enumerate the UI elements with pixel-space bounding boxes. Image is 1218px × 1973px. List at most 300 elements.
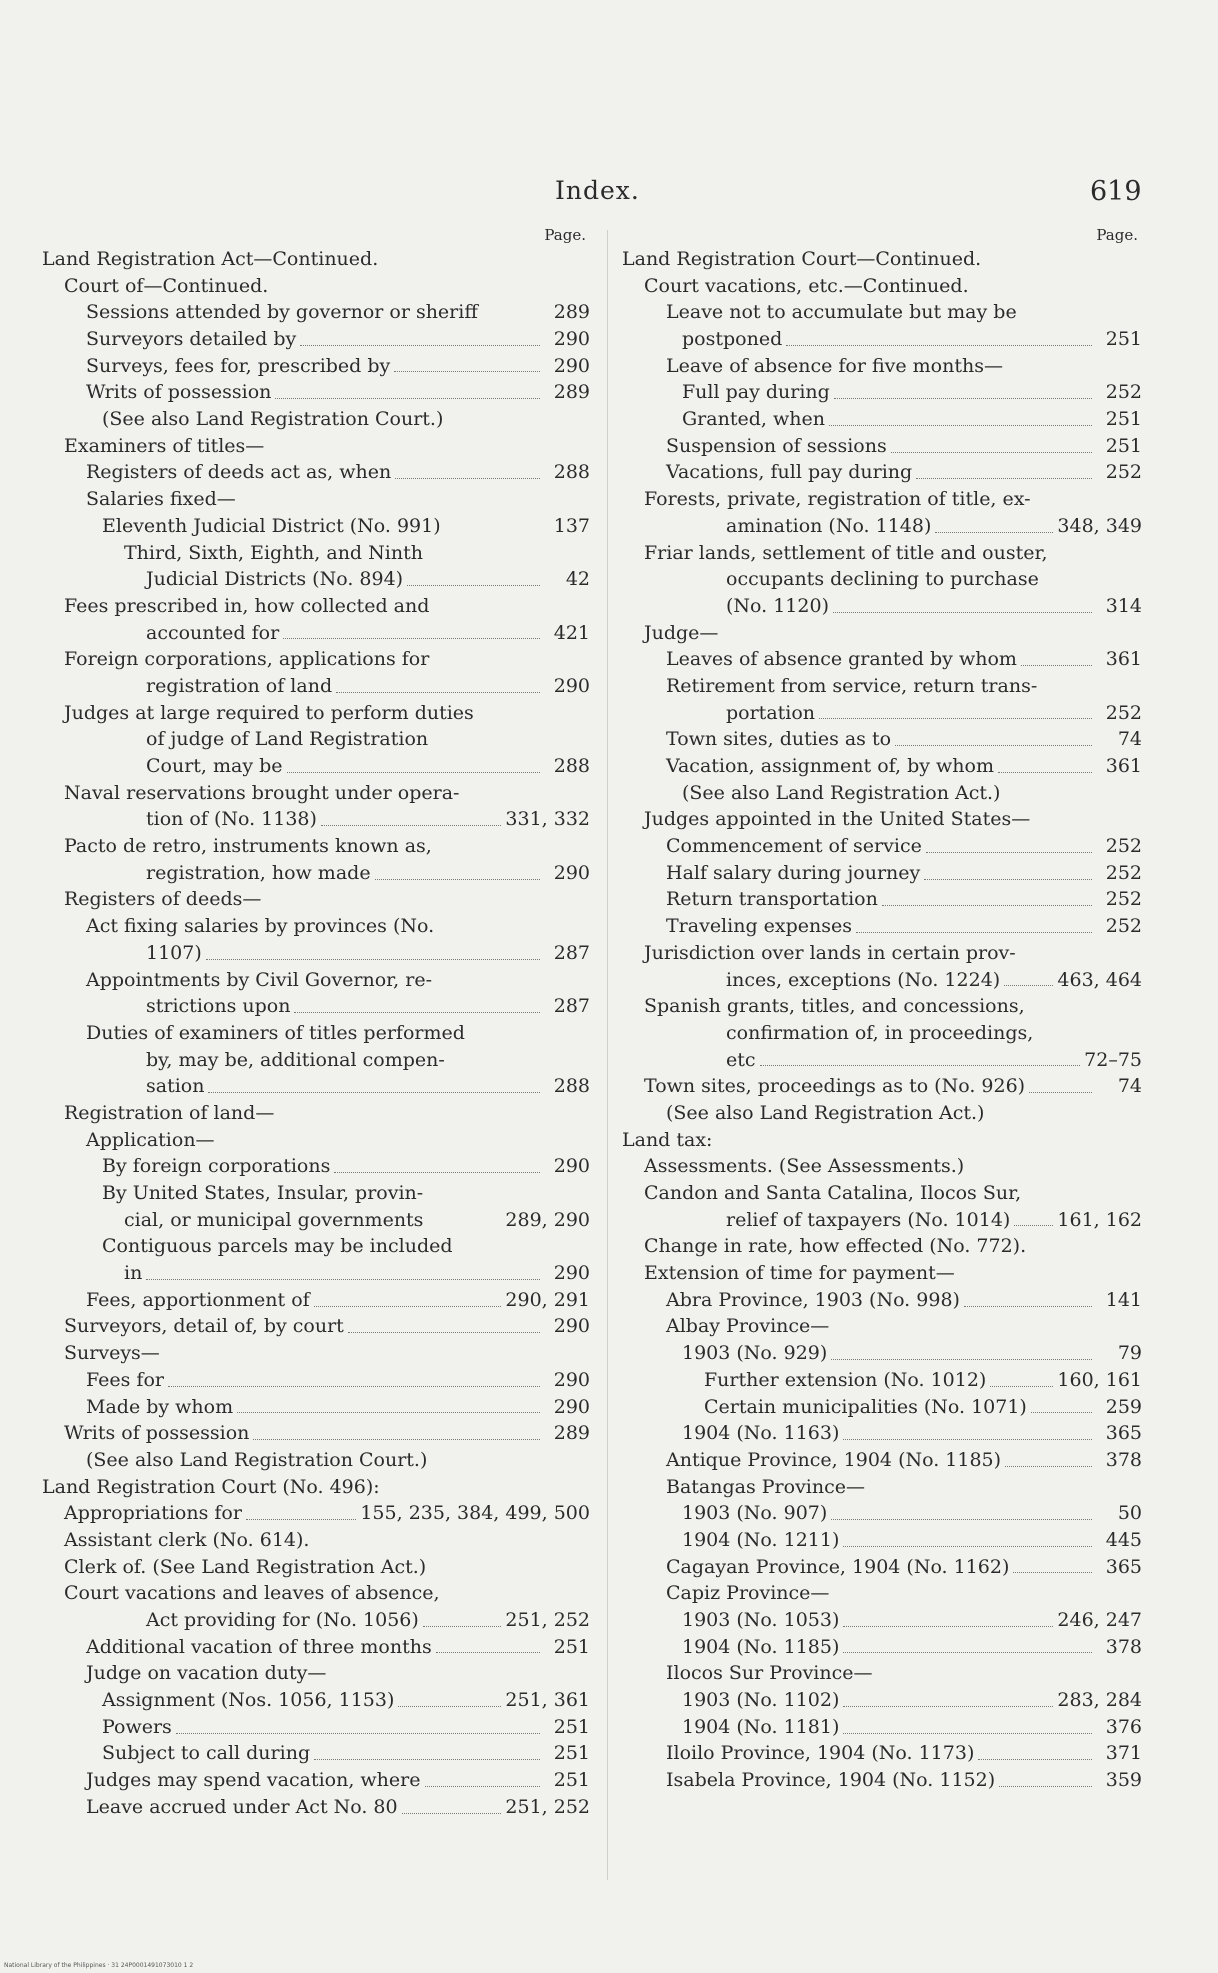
entry-text: Antique Province, 1904 (No. 1185) bbox=[666, 1448, 1002, 1471]
entry-text: Town sites, proceedings as to (No. 926) bbox=[644, 1075, 1026, 1098]
dot-leader bbox=[294, 1012, 540, 1013]
index-entry bbox=[622, 673, 1142, 700]
dot-leader bbox=[407, 585, 540, 586]
entry-text: Batangas Province— bbox=[666, 1475, 866, 1498]
entry-text: Candon and Santa Catalina, Ilocos Sur, bbox=[644, 1182, 1022, 1205]
dot-leader bbox=[237, 1412, 540, 1413]
entry-text: Capiz Province— bbox=[666, 1582, 830, 1605]
index-entry bbox=[622, 1634, 1142, 1661]
index-entry bbox=[42, 780, 590, 807]
index-entry bbox=[42, 1634, 590, 1661]
entry-page-number: 287 bbox=[553, 995, 590, 1018]
dot-leader bbox=[843, 1733, 1092, 1734]
index-entry bbox=[42, 993, 590, 1020]
index-entry bbox=[622, 1580, 1142, 1607]
dot-leader bbox=[895, 745, 1092, 746]
entry-text: relief of taxpayers (No. 1014) bbox=[726, 1208, 1011, 1231]
entry-page-number: 251, 252 bbox=[505, 1795, 590, 1818]
entry-text: Town sites, duties as to bbox=[666, 728, 892, 751]
entry-text: (See also Land Registration Court.) bbox=[102, 408, 444, 431]
index-entry bbox=[42, 1207, 590, 1234]
entry-page-number: 259 bbox=[1105, 1395, 1142, 1418]
dot-leader bbox=[208, 1092, 540, 1093]
index-entry bbox=[622, 1660, 1142, 1687]
index-entry bbox=[622, 326, 1142, 353]
entry-page-number: 42 bbox=[565, 568, 590, 591]
index-entry bbox=[622, 1714, 1142, 1741]
entry-text: Foreign corporations, applications for bbox=[64, 648, 430, 671]
entry-text: Return transportation bbox=[666, 888, 878, 911]
index-entry bbox=[622, 1153, 1142, 1180]
index-entry bbox=[42, 1153, 590, 1180]
entry-page-number: 251, 252 bbox=[505, 1609, 590, 1632]
entry-text: in bbox=[124, 1262, 143, 1285]
entry-page-number: 74 bbox=[1117, 1075, 1142, 1098]
right-column bbox=[622, 226, 1142, 1792]
index-entry bbox=[42, 967, 590, 994]
index-entry bbox=[622, 1180, 1142, 1207]
index-entry bbox=[622, 993, 1142, 1020]
index-entry bbox=[42, 1554, 590, 1581]
index-entry bbox=[622, 753, 1142, 780]
index-entry bbox=[622, 1207, 1142, 1234]
entry-text: Powers bbox=[102, 1715, 172, 1738]
index-entry bbox=[622, 566, 1142, 593]
header-page-number: 619 bbox=[1090, 176, 1142, 207]
dot-leader bbox=[336, 692, 540, 693]
index-entry bbox=[42, 1020, 590, 1047]
dot-leader bbox=[1013, 1572, 1092, 1573]
entry-text: Commencement of service bbox=[666, 835, 922, 858]
dot-leader bbox=[402, 1813, 502, 1814]
entry-text: Surveyors detailed by bbox=[86, 328, 297, 351]
entry-text: Land Registration Act—Continued. bbox=[42, 247, 379, 270]
index-entry bbox=[42, 753, 590, 780]
entry-page-number: 252 bbox=[1105, 701, 1142, 724]
index-entry bbox=[42, 887, 590, 914]
dot-leader bbox=[834, 398, 1092, 399]
entry-text: Half salary during journey bbox=[666, 861, 921, 884]
entry-page-number: 289, 290 bbox=[505, 1208, 590, 1231]
entry-text: Court vacations, etc.—Continued. bbox=[644, 274, 969, 297]
index-entry bbox=[42, 1233, 590, 1260]
index-entry bbox=[622, 1767, 1142, 1794]
entry-text: By foreign corporations bbox=[102, 1155, 331, 1178]
dot-leader bbox=[423, 1626, 502, 1627]
entry-page-number: 359 bbox=[1105, 1769, 1142, 1792]
dot-leader bbox=[1021, 665, 1092, 666]
index-entry bbox=[42, 726, 590, 753]
index-entry bbox=[622, 1047, 1142, 1074]
entry-text: Court, may be bbox=[146, 755, 283, 778]
entry-text: 1903 (No. 929) bbox=[682, 1342, 828, 1365]
entry-page-number: 290, 291 bbox=[505, 1288, 590, 1311]
dot-leader bbox=[843, 1439, 1092, 1440]
index-entry bbox=[622, 726, 1142, 753]
entry-text: Act providing for (No. 1056) bbox=[146, 1609, 419, 1632]
dot-leader bbox=[300, 345, 540, 346]
index-entry bbox=[42, 1527, 590, 1554]
entry-page-number: 290 bbox=[553, 328, 590, 351]
entry-page-number: 251 bbox=[1105, 408, 1142, 431]
entry-text: Additional vacation of three months bbox=[86, 1635, 432, 1658]
entry-page-number: 361 bbox=[1105, 648, 1142, 671]
index-entries bbox=[622, 246, 1142, 1794]
dot-leader bbox=[760, 1065, 1081, 1066]
entry-text: Surveys— bbox=[64, 1342, 160, 1365]
entry-text: 1107) bbox=[146, 941, 202, 964]
entry-text: confirmation of, in proceedings, bbox=[726, 1021, 1034, 1044]
entry-text: Court vacations and leaves of absence, bbox=[64, 1582, 440, 1605]
index-entry bbox=[622, 406, 1142, 433]
entry-text: Made by whom bbox=[86, 1395, 234, 1418]
entry-text: 1904 (No. 1211) bbox=[682, 1528, 840, 1551]
index-entry bbox=[622, 1020, 1142, 1047]
header-title: Index. bbox=[555, 176, 640, 205]
index-entry bbox=[42, 1447, 590, 1474]
entry-text: (See also Land Registration Act.) bbox=[682, 781, 1001, 804]
entry-text: 1903 (No. 1053) bbox=[682, 1609, 840, 1632]
entry-text: Vacations, full pay during bbox=[666, 461, 913, 484]
entry-page-number: 378 bbox=[1105, 1448, 1142, 1471]
index-entry bbox=[622, 780, 1142, 807]
entry-text: Surveys, fees for, prescribed by bbox=[86, 354, 391, 377]
entry-text: postponed bbox=[682, 328, 783, 351]
dot-leader bbox=[314, 1759, 540, 1760]
dot-leader bbox=[843, 1626, 1053, 1627]
entry-text: Leave not to accumulate but may be bbox=[666, 301, 1017, 324]
index-entry bbox=[42, 940, 590, 967]
index-entry bbox=[622, 1500, 1142, 1527]
entry-page-number: 251 bbox=[553, 1742, 590, 1765]
entry-page-number: 371 bbox=[1105, 1742, 1142, 1765]
index-entry bbox=[622, 593, 1142, 620]
entry-text: inces, exceptions (No. 1224) bbox=[726, 968, 1001, 991]
dot-leader bbox=[843, 1706, 1053, 1707]
entry-text: cial, or municipal governments bbox=[124, 1208, 424, 1231]
index-entry bbox=[622, 273, 1142, 300]
index-entry bbox=[42, 1260, 590, 1287]
entry-text: etc bbox=[726, 1048, 756, 1071]
dot-leader bbox=[394, 371, 540, 372]
dot-leader bbox=[206, 959, 540, 960]
entry-page-number: 290 bbox=[553, 861, 590, 884]
entry-text: Judicial Districts (No. 894) bbox=[146, 568, 404, 591]
index-entry bbox=[622, 1314, 1142, 1341]
entry-text: Clerk of. (See Land Registration Act.) bbox=[64, 1555, 427, 1578]
index-entry bbox=[42, 246, 590, 273]
entry-text: Abra Province, 1903 (No. 998) bbox=[666, 1288, 960, 1311]
entry-page-number: 331, 332 bbox=[505, 808, 590, 831]
entry-text: Sessions attended by governor or sheriff bbox=[86, 301, 478, 324]
index-entry bbox=[42, 1714, 590, 1741]
page-column-label: Page. bbox=[544, 226, 586, 244]
dot-leader bbox=[283, 638, 540, 639]
entry-text: occupants declining to purchase bbox=[726, 568, 1039, 591]
index-entry bbox=[622, 1687, 1142, 1714]
dot-leader bbox=[275, 398, 540, 399]
entry-text: Judges appointed in the United States— bbox=[644, 808, 1031, 831]
entry-text: tion of (No. 1138) bbox=[146, 808, 317, 831]
index-entry bbox=[622, 1100, 1142, 1127]
entry-text: Assessments. (See Assessments.) bbox=[644, 1155, 965, 1178]
dot-leader bbox=[843, 1652, 1092, 1653]
entry-text: Registers of deeds— bbox=[64, 888, 262, 911]
entry-text: Judges may spend vacation, where bbox=[86, 1769, 421, 1792]
entry-text: Writs of possession bbox=[86, 381, 272, 404]
entry-text: registration of land bbox=[146, 674, 333, 697]
entry-text: Leave accrued under Act No. 80 bbox=[86, 1795, 398, 1818]
index-entry bbox=[622, 540, 1142, 567]
index-entry bbox=[42, 460, 590, 487]
index-entry bbox=[42, 1607, 590, 1634]
dot-leader bbox=[916, 478, 1092, 479]
index-entry bbox=[42, 1687, 590, 1714]
dot-leader bbox=[146, 1279, 540, 1280]
entry-text: Land Registration Court (No. 496): bbox=[42, 1475, 380, 1498]
entry-text: 1904 (No. 1163) bbox=[682, 1422, 840, 1445]
index-entry bbox=[42, 433, 590, 460]
entry-page-number: 252 bbox=[1105, 861, 1142, 884]
entry-text: Third, Sixth, Eighth, and Ninth bbox=[124, 541, 423, 564]
index-entry bbox=[42, 273, 590, 300]
dot-leader bbox=[829, 425, 1092, 426]
entry-text: Extension of time for payment— bbox=[644, 1262, 955, 1285]
index-entry bbox=[42, 513, 590, 540]
index-entry bbox=[42, 1180, 590, 1207]
entry-text: 1904 (No. 1185) bbox=[682, 1635, 840, 1658]
entry-text: Naval reservations brought under opera- bbox=[64, 781, 460, 804]
index-entry bbox=[622, 860, 1142, 887]
index-entry bbox=[42, 1474, 590, 1501]
entry-text: Isabela Province, 1904 (No. 1152) bbox=[666, 1769, 996, 1792]
dot-leader bbox=[334, 1172, 540, 1173]
entry-text: Judges at large required to perform duties bbox=[64, 701, 474, 724]
entry-text: Judge— bbox=[644, 621, 719, 644]
index-entry bbox=[622, 1447, 1142, 1474]
dot-leader bbox=[1031, 1412, 1092, 1413]
dot-leader bbox=[321, 825, 501, 826]
index-entry bbox=[42, 1794, 590, 1821]
entry-text: Full pay during bbox=[682, 381, 830, 404]
index-entry bbox=[622, 620, 1142, 647]
dot-leader bbox=[843, 1546, 1092, 1547]
entry-text: Granted, when bbox=[682, 408, 825, 431]
dot-leader bbox=[1004, 985, 1053, 986]
index-entry bbox=[42, 1741, 590, 1768]
entry-text: Jurisdiction over lands in certain prov- bbox=[644, 941, 1016, 964]
index-entry bbox=[622, 1073, 1142, 1100]
entry-text: accounted for bbox=[146, 621, 280, 644]
dot-leader bbox=[926, 852, 1092, 853]
entry-page-number: 288 bbox=[553, 755, 590, 778]
entry-page-number: 314 bbox=[1105, 594, 1142, 617]
entry-text: Land Registration Court—Continued. bbox=[622, 247, 982, 270]
entry-page-number: 252 bbox=[1105, 835, 1142, 858]
entry-page-number: 252 bbox=[1105, 888, 1142, 911]
index-entry bbox=[622, 806, 1142, 833]
index-entry bbox=[42, 700, 590, 727]
entry-page-number: 463, 464 bbox=[1057, 968, 1142, 991]
entry-text: of judge of Land Registration bbox=[146, 728, 429, 751]
entry-page-number: 376 bbox=[1105, 1715, 1142, 1738]
entry-page-number: 445 bbox=[1105, 1528, 1142, 1551]
dot-leader bbox=[253, 1439, 540, 1440]
entry-text: Certain municipalities (No. 1071) bbox=[704, 1395, 1027, 1418]
dot-leader bbox=[398, 1706, 501, 1707]
index-entry bbox=[622, 1233, 1142, 1260]
index-entry bbox=[42, 1073, 590, 1100]
entry-text: 1904 (No. 1181) bbox=[682, 1715, 840, 1738]
dot-leader bbox=[856, 932, 1092, 933]
page-header bbox=[0, 176, 1218, 216]
entry-text: sation bbox=[146, 1075, 205, 1098]
entry-page-number: 288 bbox=[553, 1075, 590, 1098]
index-entry bbox=[42, 1047, 590, 1074]
index-entry bbox=[42, 1100, 590, 1127]
entry-text: Retirement from service, return trans- bbox=[666, 674, 1038, 697]
entry-text: Assistant clerk (No. 614). bbox=[64, 1528, 310, 1551]
entry-text: (No. 1120) bbox=[726, 594, 829, 617]
index-entry bbox=[42, 833, 590, 860]
entry-page-number: 290 bbox=[553, 1315, 590, 1338]
entry-text: Suspension of sessions bbox=[666, 434, 887, 457]
entry-page-number: 252 bbox=[1105, 461, 1142, 484]
index-entry bbox=[42, 860, 590, 887]
dot-leader bbox=[436, 1652, 540, 1653]
entry-text: Duties of examiners of titles performed bbox=[86, 1021, 465, 1044]
entry-page-number: 161, 162 bbox=[1057, 1208, 1142, 1231]
entry-text: Fees prescribed in, how collected and bbox=[64, 594, 430, 617]
index-entry bbox=[42, 620, 590, 647]
index-entry bbox=[622, 887, 1142, 914]
entry-text: Cagayan Province, 1904 (No. 1162) bbox=[666, 1555, 1010, 1578]
dot-leader bbox=[348, 1332, 540, 1333]
entry-page-number: 251 bbox=[1105, 328, 1142, 351]
entry-text: portation bbox=[726, 701, 816, 724]
dot-leader bbox=[168, 1386, 540, 1387]
index-entry bbox=[622, 1260, 1142, 1287]
entry-page-number: 421 bbox=[553, 621, 590, 644]
entry-text: Albay Province— bbox=[666, 1315, 830, 1338]
entry-text: strictions upon bbox=[146, 995, 291, 1018]
entry-page-number: 361 bbox=[1105, 755, 1142, 778]
index-entry bbox=[622, 513, 1142, 540]
entry-page-number: 287 bbox=[553, 941, 590, 964]
index-entry bbox=[622, 433, 1142, 460]
entry-text: Writs of possession bbox=[64, 1422, 250, 1445]
entry-text: Court of—Continued. bbox=[64, 274, 269, 297]
index-entry bbox=[42, 593, 590, 620]
index-entry bbox=[42, 566, 590, 593]
index-entry bbox=[622, 967, 1142, 994]
entry-page-number: 365 bbox=[1105, 1555, 1142, 1578]
entry-text: Land tax: bbox=[622, 1128, 713, 1151]
entry-text: Leaves of absence granted by whom bbox=[666, 648, 1017, 671]
entry-page-number: 251 bbox=[553, 1769, 590, 1792]
index-entry bbox=[622, 940, 1142, 967]
entry-page-number: 289 bbox=[553, 301, 590, 324]
entry-text: Salaries fixed— bbox=[86, 488, 236, 511]
dot-leader bbox=[891, 452, 1092, 453]
index-entry bbox=[622, 1287, 1142, 1314]
entry-text: Forests, private, registration of title, ex- bbox=[644, 488, 1031, 511]
index-entry bbox=[42, 1660, 590, 1687]
dot-leader bbox=[831, 1519, 1092, 1520]
entry-text: Friar lands, settlement of title and ouster, bbox=[644, 541, 1048, 564]
dot-leader bbox=[999, 1786, 1092, 1787]
index-entry bbox=[42, 646, 590, 673]
index-entry bbox=[622, 379, 1142, 406]
entry-page-number: 289 bbox=[553, 1422, 590, 1445]
dot-leader bbox=[287, 772, 540, 773]
index-entry bbox=[42, 1340, 590, 1367]
index-entry bbox=[622, 1474, 1142, 1501]
entry-text: Fees, apportionment of bbox=[86, 1288, 310, 1311]
entry-text: (See also Land Registration Court.) bbox=[86, 1448, 428, 1471]
index-entries bbox=[42, 246, 590, 1821]
dot-leader bbox=[176, 1733, 540, 1734]
index-entry bbox=[622, 833, 1142, 860]
page-column-label: Page. bbox=[1096, 226, 1138, 244]
index-entry bbox=[622, 353, 1142, 380]
index-entry bbox=[622, 646, 1142, 673]
entry-page-number: 283, 284 bbox=[1057, 1689, 1142, 1712]
index-entry bbox=[42, 673, 590, 700]
entry-page-number: 141 bbox=[1105, 1288, 1142, 1311]
entry-page-number: 246, 247 bbox=[1057, 1609, 1142, 1632]
entry-page-number: 290 bbox=[553, 1262, 590, 1285]
entry-page-number: 72–75 bbox=[1084, 1048, 1142, 1071]
index-entry bbox=[42, 1394, 590, 1421]
index-entry bbox=[42, 299, 590, 326]
index-entry bbox=[42, 1420, 590, 1447]
index-entry bbox=[622, 486, 1142, 513]
entry-text: Judge on vacation duty— bbox=[86, 1662, 327, 1685]
dot-leader bbox=[819, 718, 1092, 719]
index-entry bbox=[42, 540, 590, 567]
index-entry bbox=[622, 1741, 1142, 1768]
entry-text: Ilocos Sur Province— bbox=[666, 1662, 873, 1685]
index-entry bbox=[42, 913, 590, 940]
entry-page-number: 288 bbox=[553, 461, 590, 484]
entry-text: 1903 (No. 1102) bbox=[682, 1689, 840, 1712]
entry-text: Registers of deeds act as, when bbox=[86, 461, 392, 484]
entry-text: Appropriations for bbox=[64, 1502, 242, 1525]
index-entry bbox=[622, 1367, 1142, 1394]
index-entry bbox=[42, 1367, 590, 1394]
dot-leader bbox=[314, 1306, 502, 1307]
left-column bbox=[42, 226, 590, 1818]
index-entry bbox=[622, 700, 1142, 727]
column-divider bbox=[607, 230, 608, 1880]
entry-page-number: 348, 349 bbox=[1057, 514, 1142, 537]
entry-page-number: 290 bbox=[553, 354, 590, 377]
entry-text: Vacation, assignment of, by whom bbox=[666, 755, 994, 778]
index-entry bbox=[622, 1607, 1142, 1634]
dot-leader bbox=[924, 879, 1092, 880]
entry-text: Assignment (Nos. 1056, 1153) bbox=[102, 1689, 395, 1712]
dot-leader bbox=[833, 612, 1092, 613]
index-entry bbox=[622, 246, 1142, 273]
dot-leader bbox=[246, 1519, 356, 1520]
index-entry bbox=[622, 299, 1142, 326]
index-entry bbox=[622, 1127, 1142, 1154]
entry-text: Leave of absence for five months— bbox=[666, 354, 1003, 377]
entry-text: Further extension (No. 1012) bbox=[704, 1368, 987, 1391]
index-entry bbox=[42, 326, 590, 353]
index-entry bbox=[42, 1500, 590, 1527]
